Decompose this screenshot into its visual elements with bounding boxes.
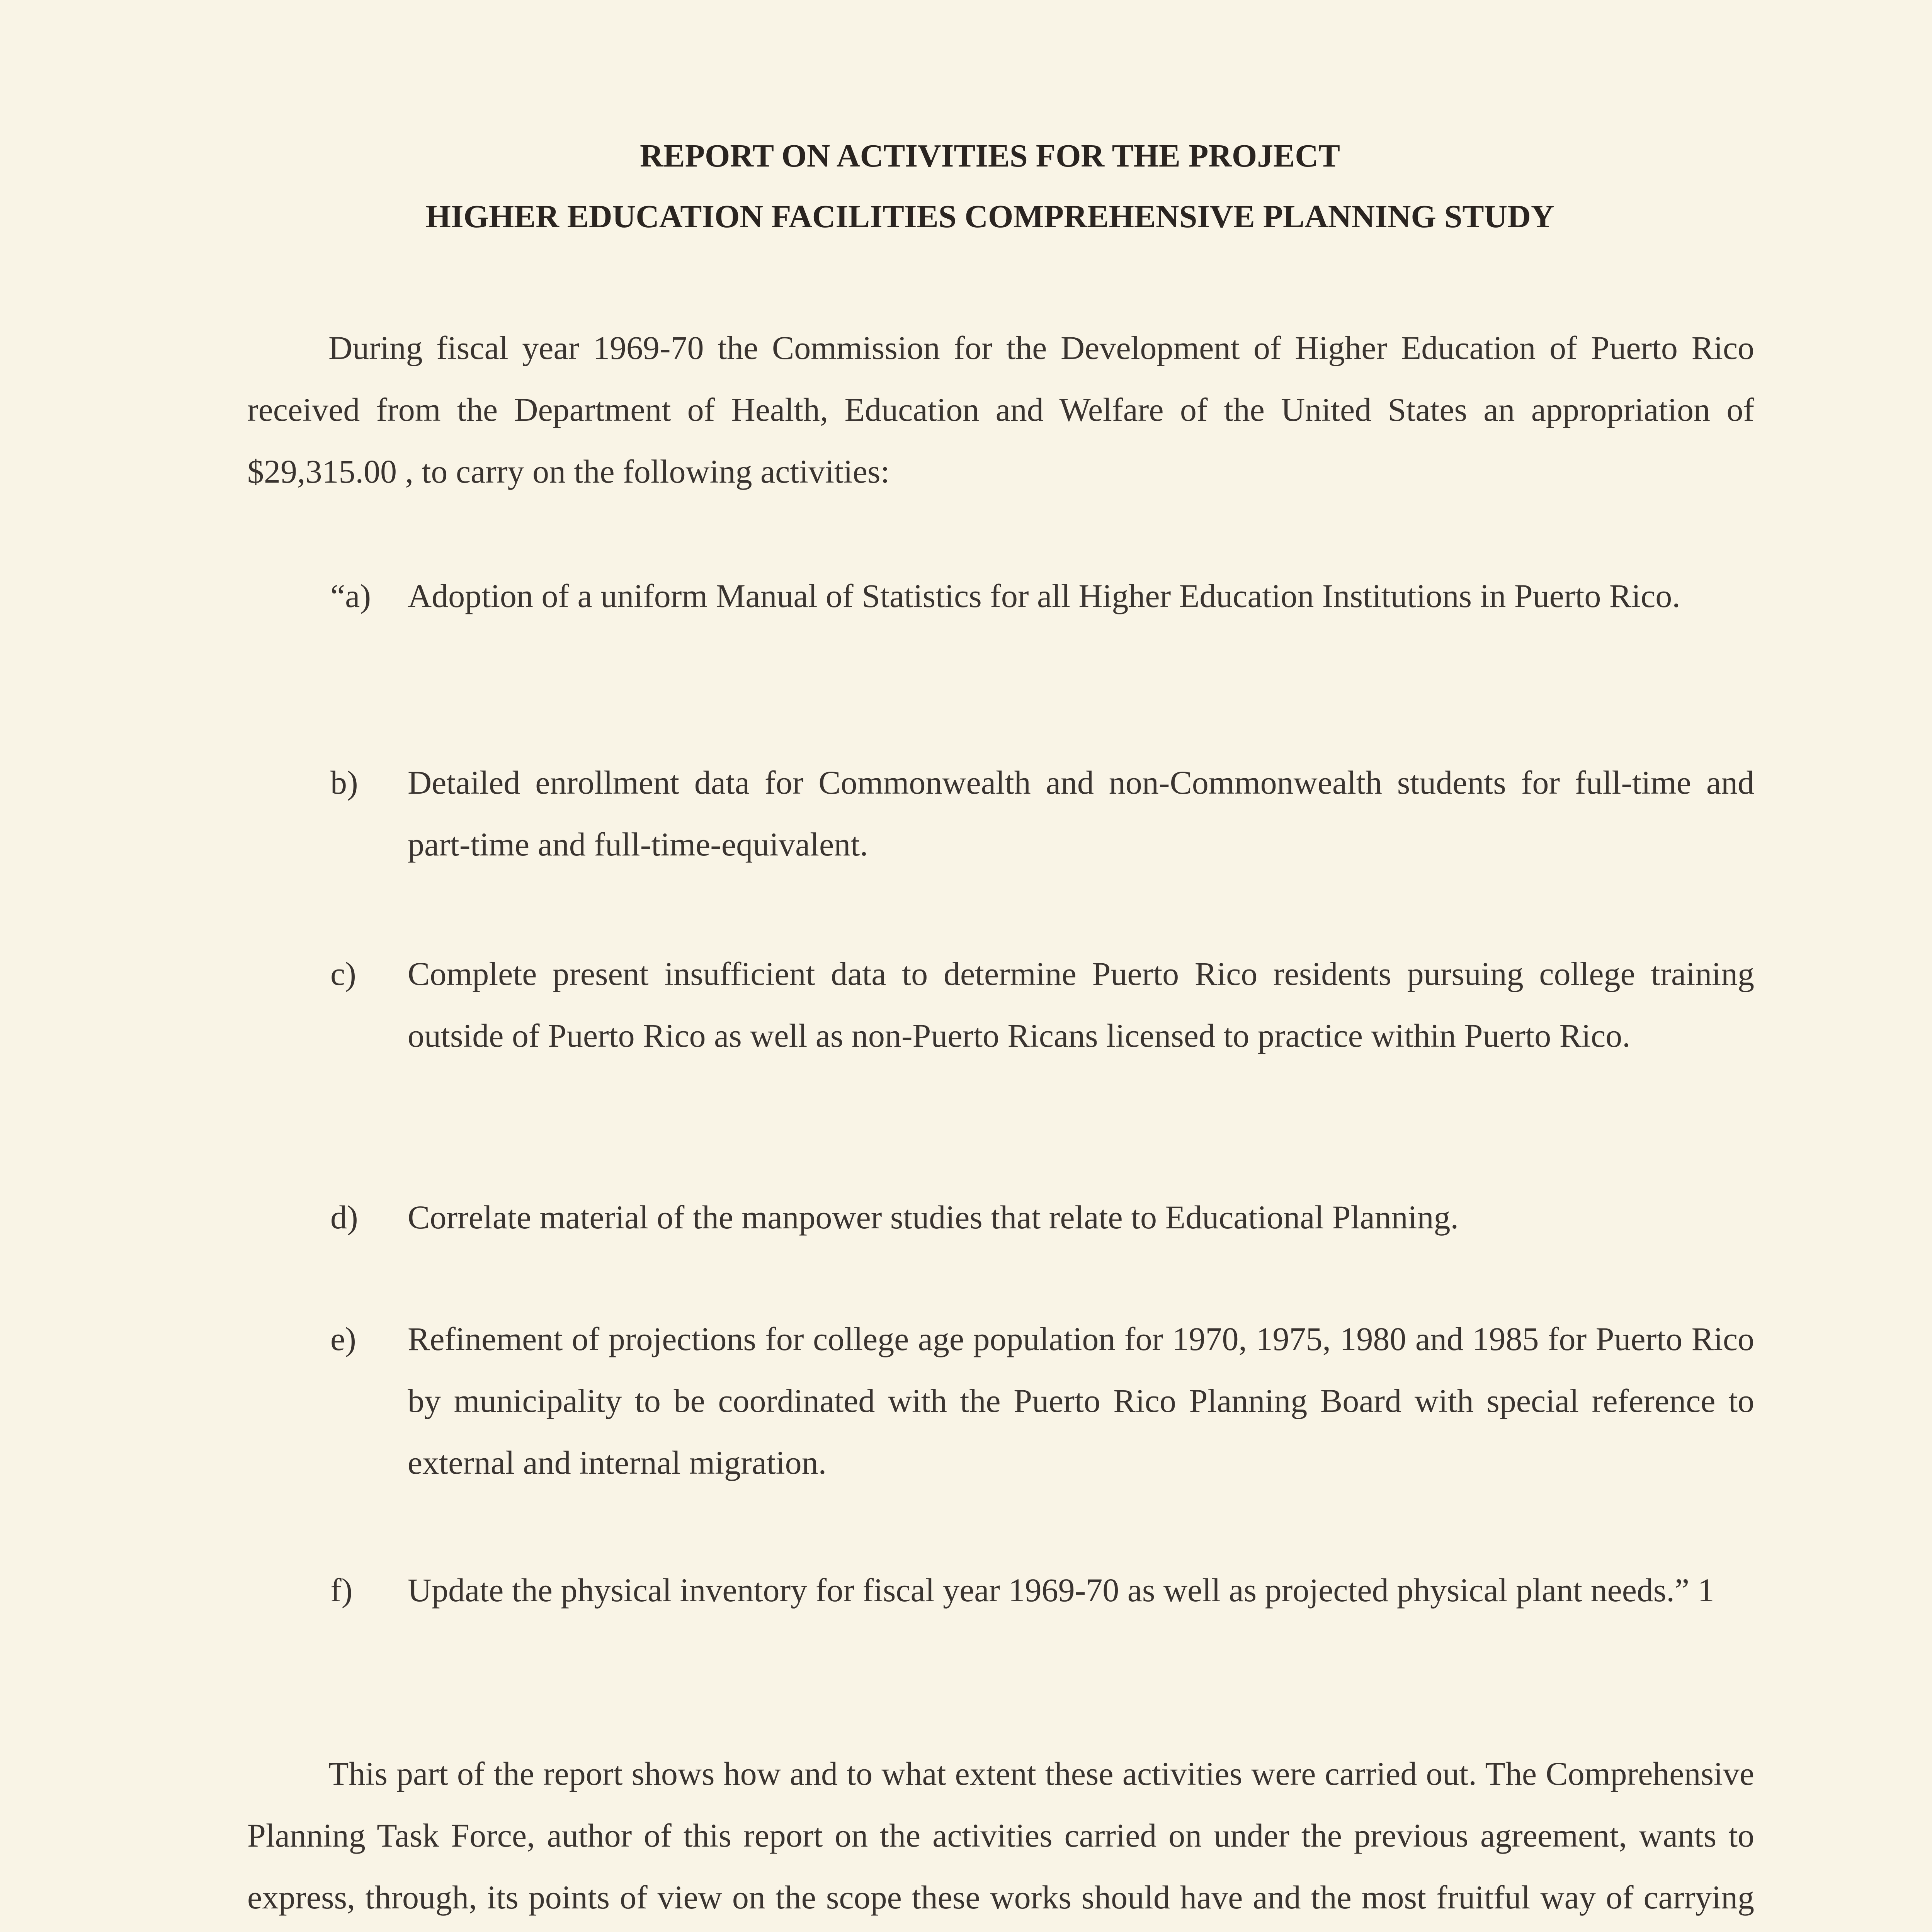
- activity-text: Update the physical inventory for fiscal year 1969-70 as well as projected physical plant needs.” 1: [408, 1571, 1714, 1609]
- activity-marker: e): [330, 1320, 356, 1357]
- activity-text: Adoption of a uniform Manual of Statistics for all Higher Education Institutions in Puerto Rico.: [408, 577, 1680, 614]
- activity-text: Refinement of projections for college age population for 1970, 1975, 1980 and 1985 for Puerto Rico by municipality to be coordinated with the Puerto Rico Planning Board with special reference to external and internal migration.: [408, 1320, 1754, 1481]
- report-title-line-2: HIGHER EDUCATION FACILITIES COMPREHENSIVE PLANNING STUDY: [425, 199, 1554, 235]
- report-title-line-1: REPORT ON ACTIVITIES FOR THE PROJECT: [640, 138, 1340, 174]
- activity-marker: c): [330, 955, 356, 992]
- activity-marker: f): [330, 1571, 353, 1609]
- activity-text: Complete present insufficient data to determine Puerto Rico residents pursuing college training outside of Puerto Rico as well as non-Puerto Ricans licensed to practice within Puerto Rico.: [408, 955, 1754, 1054]
- activity-text: Detailed enrollment data for Commonwealth and non-Commonwealth students for full-time and part-time and full-time-equivalent.: [408, 764, 1754, 863]
- activity-marker: “a): [330, 577, 371, 614]
- report-scope-paragraph: This part of the report shows how and to what extent these activities were carried out. The Comprehensive Planning Task Force, author of this report on the activities carried on under the previous agreement, wants to express, through, its points of view on the scope these works should have and the most fruitful way of carrying: [247, 1755, 1754, 1916]
- activity-marker: d): [330, 1199, 358, 1236]
- activity-text: Correlate material of the manpower studies that relate to Educational Planning.: [408, 1199, 1459, 1236]
- intro-paragraph: During fiscal year 1969-70 the Commission for the Development of Higher Education of Puerto Rico received from the Department of Health, Education and Welfare of the United States an appropriation of $29,315.00 , to carry on the following activities:: [247, 329, 1754, 490]
- activity-marker: b): [330, 764, 358, 801]
